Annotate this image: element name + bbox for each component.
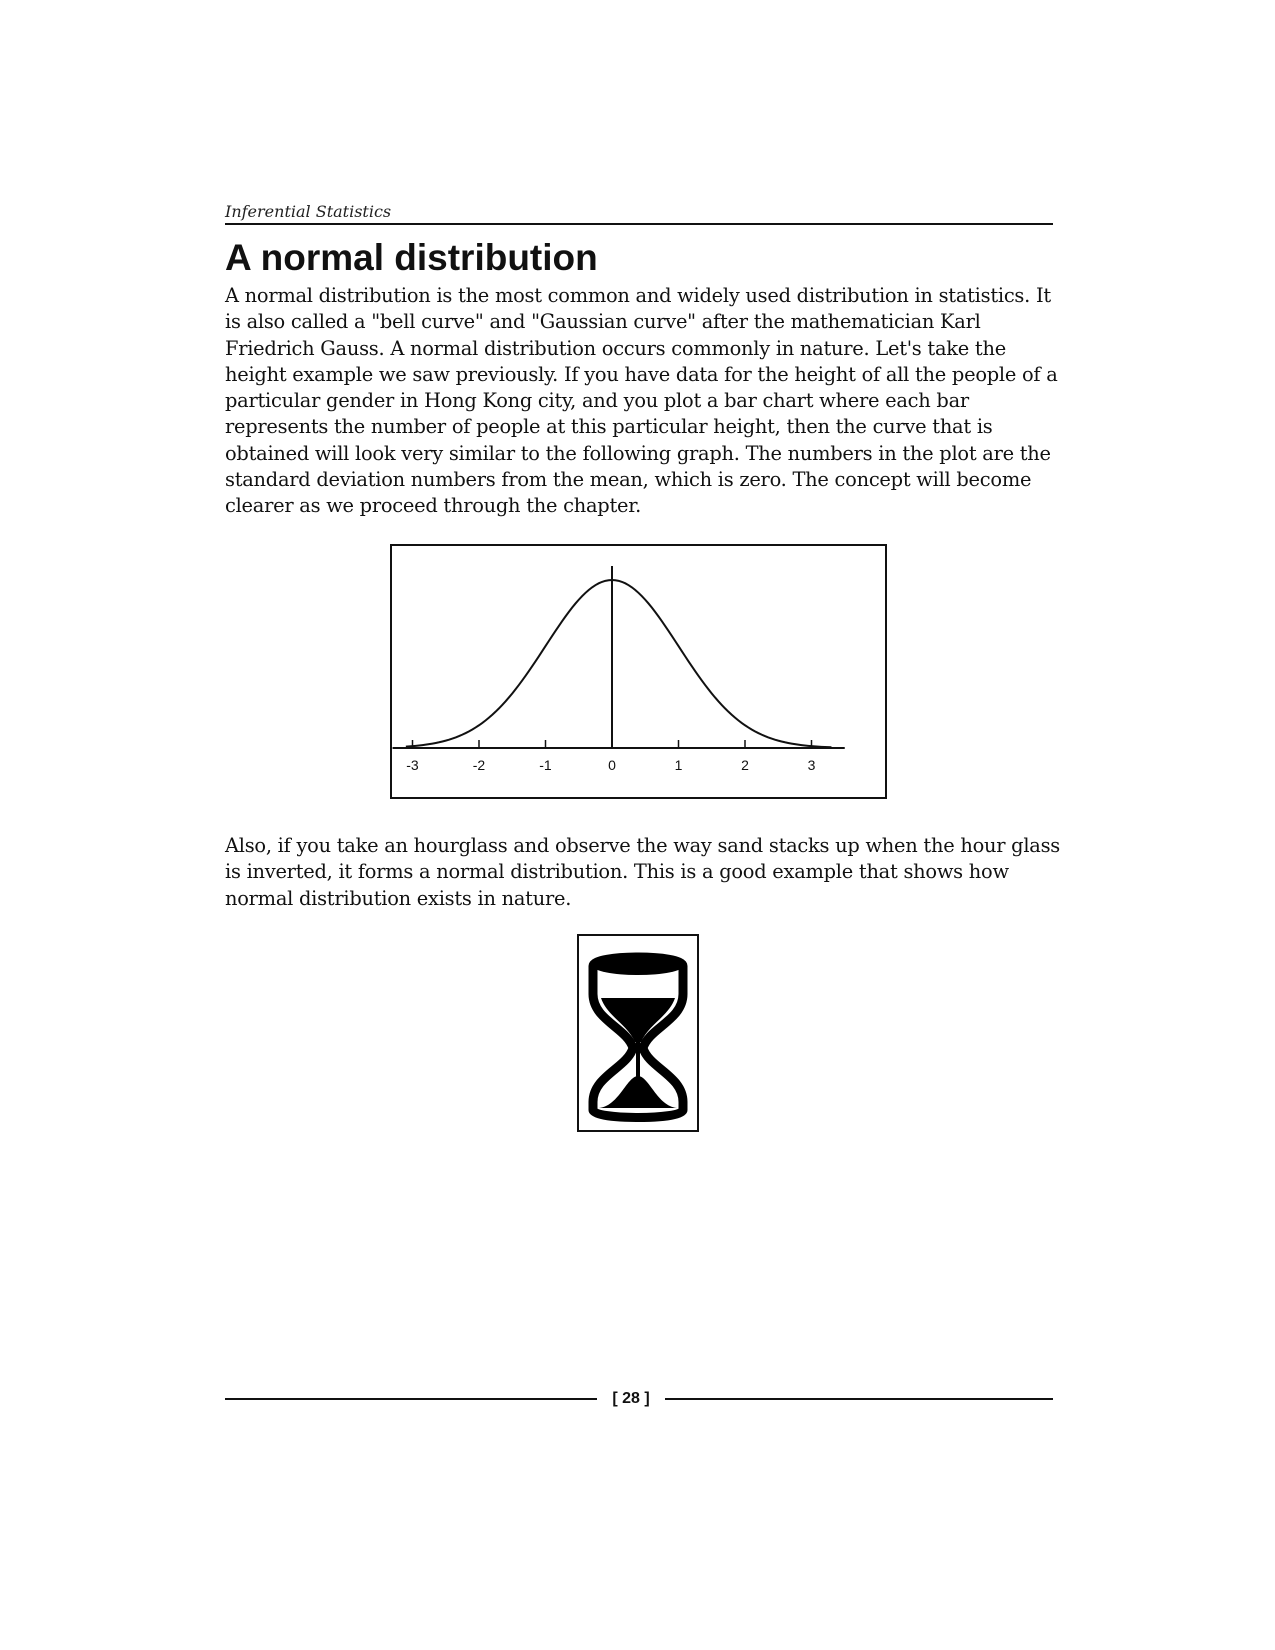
x-tick-label: -1 <box>539 757 552 773</box>
bell-curve-figure <box>390 544 887 799</box>
intro-paragraph: A normal distribution is the most common and widely used distribution in statistics. It is also called a "bell curve" and "Gaussian curve" after the mathematician Karl Friedrich Gauss. A normal distribution occurs commonly in nature. Let's take the height example we saw previously. If you have data for the height of all the people of a particular gender in Hong Kong city, and you plot a bar chart where each bar represents the number of people at this particular height, then the curve that is obtained will look very similar to the following graph. The numbers in the plot are the standard deviation numbers from the mean, which is zero. The concept will become clearer as we proceed through the chapter. <box>225 284 1058 518</box>
hourglass-figure <box>577 934 699 1132</box>
running-head <box>225 197 1053 225</box>
section-title: A normal distribution <box>225 237 598 278</box>
bell-curve-line <box>406 580 832 747</box>
x-tick-label: 1 <box>674 757 683 773</box>
footer-rule-right <box>665 1398 1053 1400</box>
bell-curve-chart <box>392 546 885 797</box>
x-tick-label: 3 <box>807 757 816 773</box>
hourglass-bottom-sand <box>599 1076 677 1108</box>
running-title: Inferential Statistics <box>225 202 392 221</box>
page-number: [ 28 ] <box>612 1390 650 1407</box>
hourglass-sand-stream <box>636 1040 640 1080</box>
page-footer <box>225 1386 1053 1412</box>
x-tick-label: -3 <box>406 757 419 773</box>
hourglass-paragraph: Also, if you take an hourglass and observe the way sand stacks up when the hour glass is inverted, it forms a normal distribution. This is a good example that shows how normal distribution exists in nature. <box>225 834 1061 910</box>
x-tick-label: -2 <box>472 757 486 773</box>
footer-rule-left <box>225 1398 597 1400</box>
x-tick-label: 2 <box>741 757 749 773</box>
hourglass-top-rim <box>593 957 683 975</box>
x-tick-label: 0 <box>608 757 616 773</box>
hourglass-icon <box>579 936 697 1130</box>
